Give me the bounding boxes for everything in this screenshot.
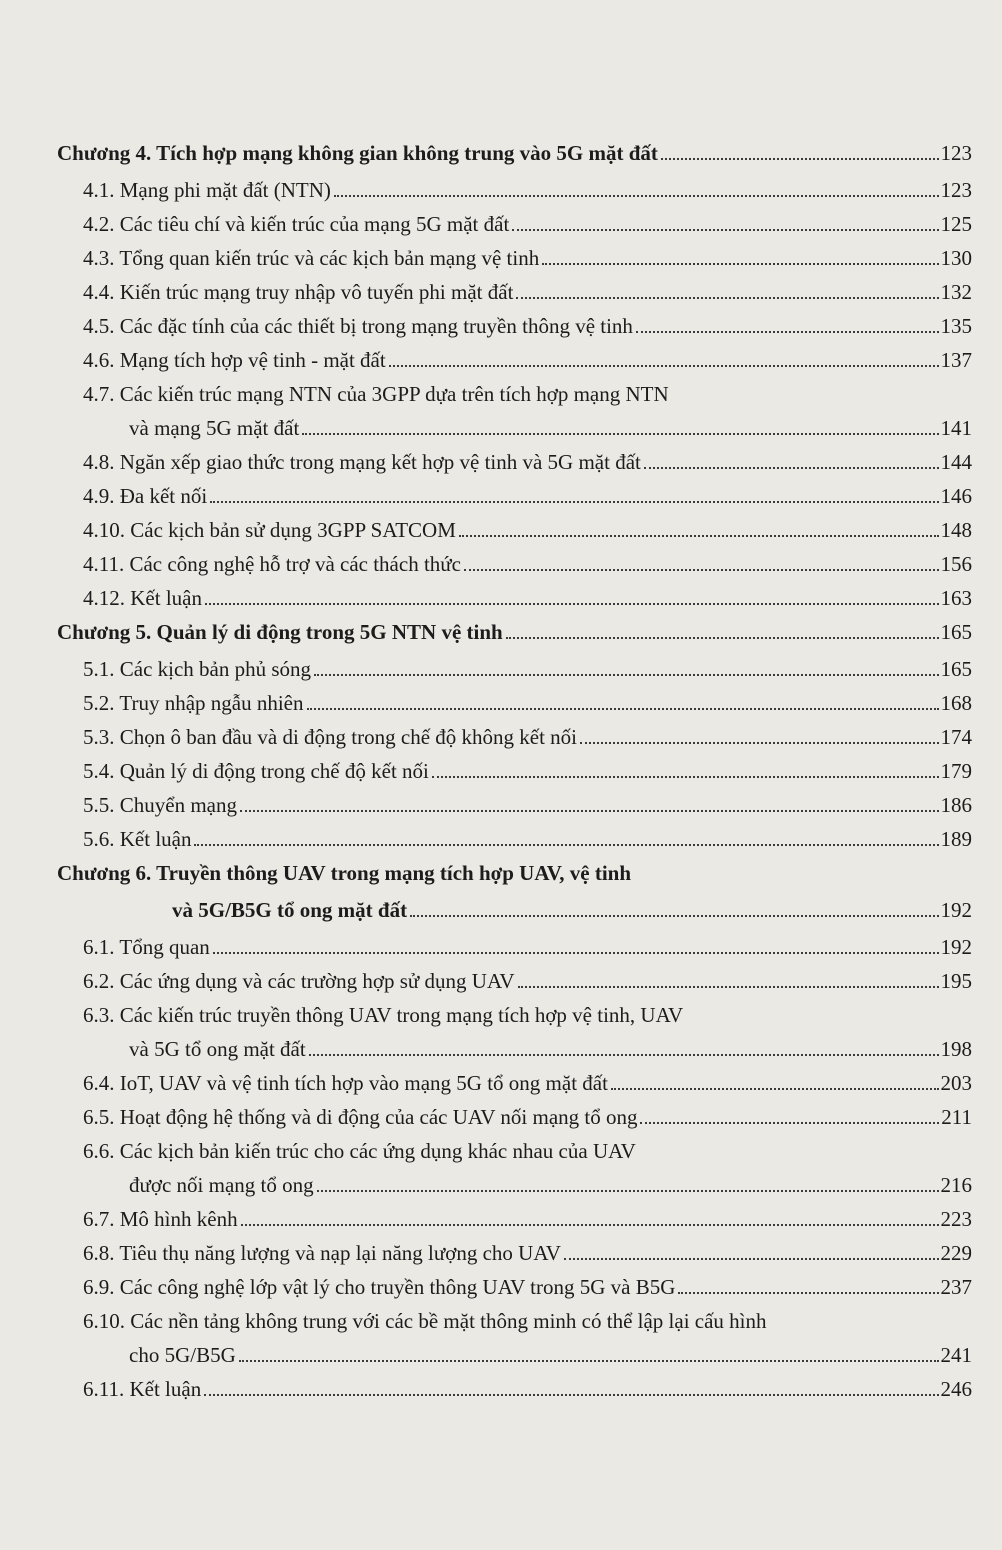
toc-section-entry <box>57 691 972 725</box>
dot-leader <box>564 1257 939 1260</box>
toc-entry-title: 6.7. Mô hình kênh <box>83 1207 238 1231</box>
toc-section-entry <box>57 1105 972 1139</box>
dot-leader <box>213 951 939 954</box>
toc-page-number: 229 <box>940 1241 972 1265</box>
toc-entry-title: 6.1. Tổng quan <box>83 935 210 959</box>
toc-page-number: 123 <box>940 141 972 165</box>
dot-leader <box>611 1087 939 1090</box>
toc-entry-title: 5.2. Truy nhập ngẫu nhiên <box>83 691 304 715</box>
dot-leader <box>518 985 939 988</box>
toc-page-number: 195 <box>940 969 972 993</box>
toc-section-entry <box>57 212 972 246</box>
toc-entry-title: Chương 6. Truyền thông UAV trong mạng tích hợp UAV, vệ tinh <box>57 861 632 885</box>
toc-section-entry <box>57 1003 972 1037</box>
toc-section-entry <box>57 246 972 280</box>
toc-chapter-entry <box>57 141 972 178</box>
toc-section-entry <box>57 1139 972 1173</box>
toc-entry-title: 6.4. IoT, UAV và vệ tinh tích hợp vào mạng 5G tổ ong mặt đất <box>83 1071 608 1095</box>
toc-entry-title: Chương 4. Tích hợp mạng không gian không trung vào 5G mặt đất <box>57 141 658 165</box>
dot-leader <box>194 843 938 846</box>
dot-leader <box>314 673 938 676</box>
toc-section-entry <box>57 969 972 1003</box>
toc-entry-title: 4.3. Tổng quan kiến trúc và các kịch bản mạng vệ tinh <box>83 246 540 270</box>
toc-page-number: 223 <box>940 1207 972 1231</box>
toc-page-number: 137 <box>940 348 972 372</box>
toc-entry-title: 5.6. Kết luận <box>83 827 192 851</box>
toc-entry-title: 5.1. Các kịch bản phủ sóng <box>83 657 312 681</box>
dot-leader <box>204 1393 938 1396</box>
toc-section-entry <box>57 450 972 484</box>
toc-section-entry <box>57 1207 972 1241</box>
toc-chapter-entry <box>57 620 972 657</box>
toc-section-entry <box>57 280 972 314</box>
dot-leader <box>516 296 938 299</box>
dot-leader <box>580 741 938 744</box>
toc-page-number: 179 <box>940 759 972 783</box>
toc-section-entry <box>57 1173 972 1207</box>
toc-entry-title: và 5G/B5G tổ ong mặt đất <box>172 898 408 922</box>
toc-section-entry <box>57 382 972 416</box>
toc-entry-title: và 5G tổ ong mặt đất <box>129 1037 306 1061</box>
dot-leader <box>317 1189 939 1192</box>
toc-section-entry <box>57 484 972 518</box>
toc-page-number: 192 <box>940 935 972 959</box>
toc-entry-title: 4.9. Đa kết nối <box>83 484 208 508</box>
toc-entry-title: 5.5. Chuyển mạng <box>83 793 237 817</box>
toc-section-entry <box>57 725 972 759</box>
dot-leader <box>640 1121 939 1124</box>
dot-leader <box>239 1359 939 1362</box>
toc-entry-title: 4.11. Các công nghệ hỗ trợ và các thách thức <box>83 552 461 576</box>
dot-leader <box>307 707 939 710</box>
toc-page-number: 241 <box>940 1343 972 1367</box>
toc-section-entry <box>57 314 972 348</box>
toc-section-entry <box>57 348 972 382</box>
dot-leader <box>506 636 939 639</box>
dot-leader <box>542 262 938 265</box>
table-of-contents <box>57 141 972 1411</box>
toc-page-number: 163 <box>940 586 972 610</box>
toc-section-entry <box>57 1037 972 1071</box>
toc-section-entry <box>57 1071 972 1105</box>
dot-leader <box>240 809 939 812</box>
toc-entry-title: 6.3. Các kiến trúc truyền thông UAV trong mạng tích hợp vệ tinh, UAV <box>83 1003 684 1027</box>
toc-page-number: 165 <box>940 620 972 644</box>
toc-entry-title: 6.6. Các kịch bản kiến trúc cho các ứng dụng khác nhau của UAV <box>83 1139 636 1163</box>
toc-entry-title: 4.2. Các tiêu chí và kiến trúc của mạng 5G mặt đất <box>83 212 510 236</box>
dot-leader <box>661 157 939 160</box>
toc-section-entry <box>57 935 972 969</box>
dot-leader <box>512 228 938 231</box>
toc-page-number: 141 <box>940 416 972 440</box>
toc-entry-title: 6.8. Tiêu thụ năng lượng và nạp lại năng lượng cho UAV <box>83 1241 561 1265</box>
dot-leader <box>459 534 939 537</box>
toc-section-entry <box>57 1343 972 1377</box>
toc-entry-title: 4.8. Ngăn xếp giao thức trong mạng kết hợp vệ tinh và 5G mặt đất <box>83 450 641 474</box>
toc-section-entry <box>57 1377 972 1411</box>
toc-entry-title: 6.9. Các công nghệ lớp vật lý cho truyền thông UAV trong 5G và B5G <box>83 1275 676 1299</box>
dot-leader <box>644 466 939 469</box>
toc-page-number: 203 <box>940 1071 972 1095</box>
toc-section-entry <box>57 657 972 691</box>
toc-page-number: 125 <box>940 212 972 236</box>
toc-page-number: 146 <box>940 484 972 508</box>
toc-entry-title: 4.1. Mạng phi mặt đất (NTN) <box>83 178 331 202</box>
toc-section-entry <box>57 178 972 212</box>
dot-leader <box>309 1053 939 1056</box>
toc-entry-title: 4.7. Các kiến trúc mạng NTN của 3GPP dựa trên tích hợp mạng NTN <box>83 382 669 406</box>
dot-leader <box>636 330 939 333</box>
toc-section-entry <box>57 759 972 793</box>
toc-entry-title: và mạng 5G mặt đất <box>129 416 300 440</box>
toc-entry-title: 4.5. Các đặc tính của các thiết bị trong mạng truyền thông vệ tinh <box>83 314 633 338</box>
toc-entry-title: Chương 5. Quản lý di động trong 5G NTN vệ tinh <box>57 620 503 644</box>
toc-page-number: 174 <box>940 725 972 749</box>
toc-page-number: 192 <box>940 898 972 922</box>
dot-leader <box>205 602 939 605</box>
dot-leader <box>389 364 939 367</box>
toc-entry-title: 4.12. Kết luận <box>83 586 202 610</box>
toc-section-entry <box>57 1275 972 1309</box>
toc-page-number: 148 <box>940 518 972 542</box>
toc-section-entry <box>57 586 972 620</box>
toc-page-number: 132 <box>940 280 972 304</box>
dot-leader <box>464 568 939 571</box>
toc-chapter-entry <box>57 861 972 898</box>
toc-section-entry <box>57 1241 972 1275</box>
toc-page-number: 135 <box>940 314 972 338</box>
toc-section-entry <box>57 793 972 827</box>
toc-entry-title: 4.10. Các kịch bản sử dụng 3GPP SATCOM <box>83 518 456 542</box>
toc-entry-title: 6.2. Các ứng dụng và các trường hợp sử dụng UAV <box>83 969 515 993</box>
dot-leader <box>678 1291 938 1294</box>
dot-leader <box>241 1223 939 1226</box>
toc-section-entry <box>57 518 972 552</box>
toc-page-number: 130 <box>940 246 972 270</box>
toc-entry-title: 4.6. Mạng tích hợp vệ tinh - mặt đất <box>83 348 386 372</box>
toc-section-entry <box>57 416 972 450</box>
toc-entry-title: 6.11. Kết luận <box>83 1377 202 1401</box>
toc-page-number: 144 <box>940 450 972 474</box>
toc-page-number: 168 <box>940 691 972 715</box>
toc-entry-title: 5.4. Quản lý di động trong chế độ kết nối <box>83 759 429 783</box>
toc-page-number: 211 <box>941 1105 972 1129</box>
toc-page-number: 237 <box>940 1275 972 1299</box>
toc-page-number: 216 <box>940 1173 972 1197</box>
toc-page-number: 186 <box>940 793 972 817</box>
toc-entry-title: 5.3. Chọn ô ban đầu và di động trong chế độ không kết nối <box>83 725 578 749</box>
toc-page-number: 156 <box>940 552 972 576</box>
toc-entry-title: 4.4. Kiến trúc mạng truy nhập vô tuyến phi mặt đất <box>83 280 514 304</box>
toc-page-number: 123 <box>940 178 972 202</box>
toc-section-entry <box>57 827 972 861</box>
toc-entry-title: 6.5. Hoạt động hệ thống và di động của các UAV nối mạng tổ ong <box>83 1105 638 1129</box>
toc-page-number: 198 <box>940 1037 972 1061</box>
toc-section-entry <box>57 552 972 586</box>
toc-entry-title: cho 5G/B5G <box>129 1343 236 1367</box>
dot-leader <box>210 500 938 503</box>
toc-page-number: 189 <box>940 827 972 851</box>
toc-section-entry <box>57 1309 972 1343</box>
dot-leader <box>302 432 938 435</box>
toc-entry-title: 6.10. Các nền tảng không trung với các bề mặt thông minh có thể lập lại cấu hình <box>83 1309 767 1333</box>
dot-leader <box>410 914 938 917</box>
dot-leader <box>432 775 939 778</box>
toc-page-number: 246 <box>940 1377 972 1401</box>
toc-entry-title: được nối mạng tổ ong <box>129 1173 314 1197</box>
dot-leader <box>334 194 939 197</box>
toc-chapter-entry <box>57 898 972 935</box>
toc-page-number: 165 <box>940 657 972 681</box>
